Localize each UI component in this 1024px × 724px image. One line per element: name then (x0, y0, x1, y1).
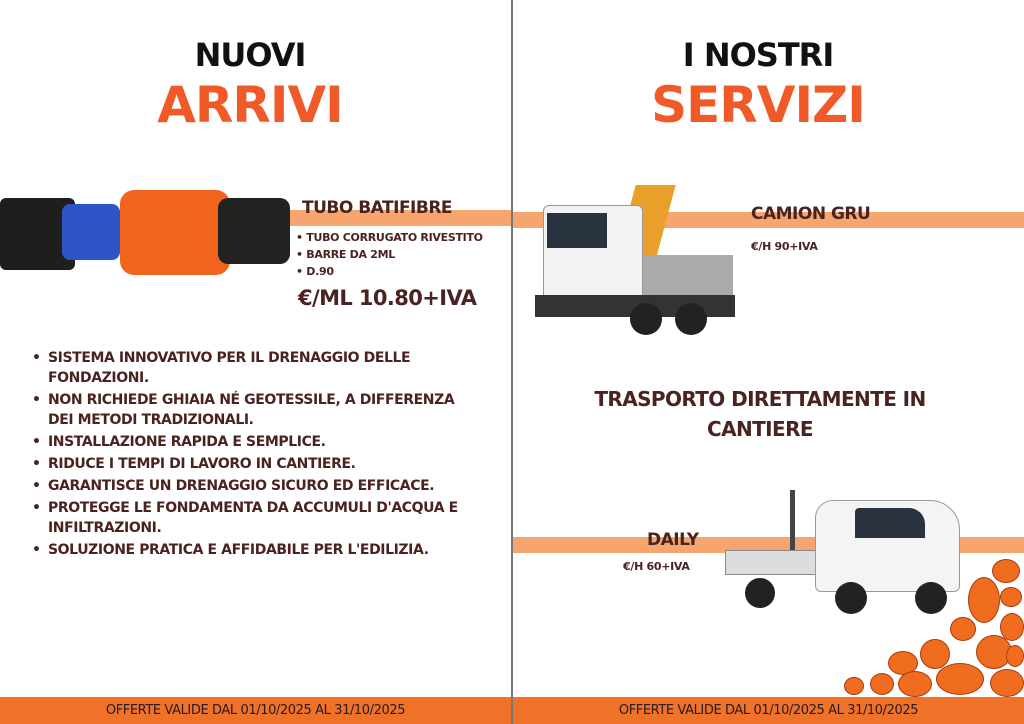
left-heading-line1: NUOVI (194, 36, 306, 74)
feature-list (32, 348, 472, 562)
left-footer: OFFERTE VALIDE DAL 01/10/2025 AL 31/10/2025 (0, 697, 511, 724)
right-footer: OFFERTE VALIDE DAL 01/10/2025 AL 31/10/2025 (513, 697, 1024, 724)
feature-item: • INSTALLAZIONE RAPIDA E SEMPLICE. (32, 432, 472, 452)
feature-item: • SISTEMA INNOVATIVO PER IL DRENAGGIO DELLE FONDAZIONI. (32, 348, 472, 388)
feature-item: • RIDUCE I TEMPI DI LAVORO IN CANTIERE. (32, 454, 472, 474)
pipe-image (0, 190, 290, 280)
service-daily-name: DAILY (647, 530, 699, 550)
product-name: TUBO BATIFIBRE (302, 198, 453, 218)
service-camion-gru-name: CAMION GRU (751, 204, 871, 224)
product-price: €/ML 10.80+IVA (298, 286, 477, 310)
left-heading-line2: ARRIVI (157, 76, 343, 134)
feature-item: • NON RICHIEDE GHIAIA NÉ GEOTESSILE, A DIFFERENZA DEI METODI TRADIZIONALI. (32, 390, 472, 430)
product-specs (296, 229, 483, 280)
feature-item: • GARANTISCE UN DRENAGGIO SICURO ED EFFICACE. (32, 476, 472, 496)
spec-item: • TUBO CORRUGATO RIVESTITO (296, 229, 483, 246)
feature-item: • SOLUZIONE PRATICA E AFFIDABILE PER L'EDILIZIA. (32, 540, 472, 560)
service-camion-gru-price: €/H 90+IVA (751, 240, 818, 253)
right-heading-line2: SERVIZI (651, 76, 865, 134)
transport-text: TRASPORTO DIRETTAMENTE IN CANTIERE (594, 387, 926, 441)
pumpkins-decoration (840, 555, 1024, 697)
right-heading-line1: I NOSTRI (682, 36, 834, 74)
service-daily-price: €/H 60+IVA (623, 560, 690, 573)
crane-truck-image (535, 185, 735, 345)
feature-item: • PROTEGGE LE FONDAMENTA DA ACCUMULI D'ACQUA E INFILTRAZIONI. (32, 498, 472, 538)
spec-item: • D.90 (296, 263, 483, 280)
spec-item: • BARRE DA 2ML (296, 246, 483, 263)
